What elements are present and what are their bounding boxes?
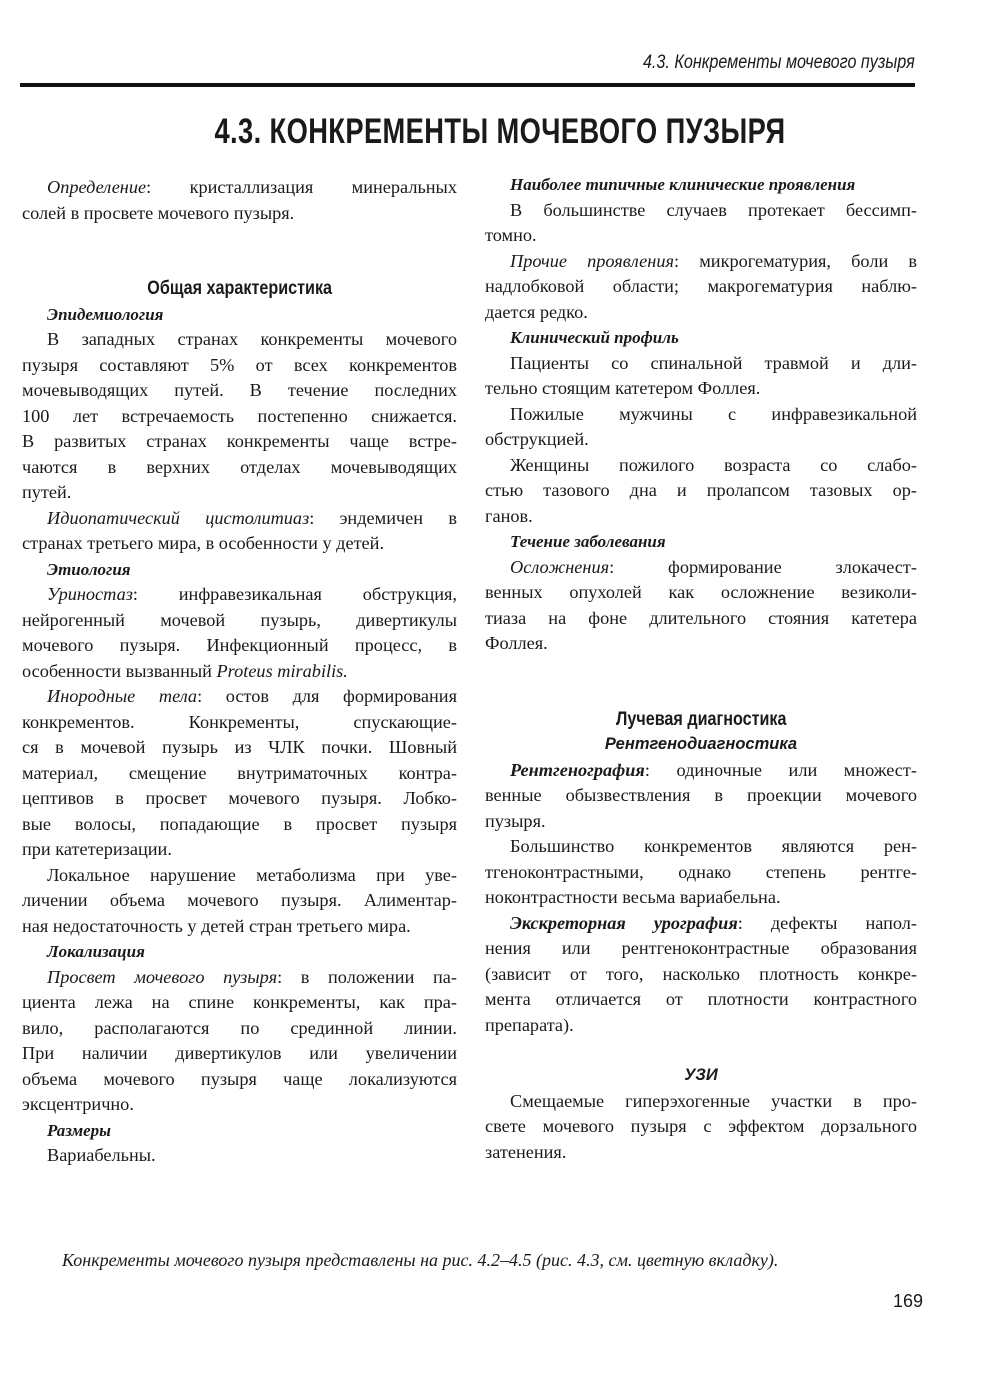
subsection-heading bbox=[22, 302, 457, 328]
text-line bbox=[22, 965, 457, 991]
term-label: Proteus mirabilis. bbox=[216, 660, 348, 681]
heading-text: Этиология bbox=[47, 559, 131, 579]
text-run: : дефекты напол- bbox=[737, 912, 917, 933]
text-line: мента отличается от плотности контрастного bbox=[485, 989, 917, 1009]
text-line: венные обызвествления в проекции мочевого bbox=[485, 785, 917, 805]
text-line: пузыря составляют 5% от всех конкрементов bbox=[22, 354, 457, 375]
page-title: 4.3. КОНКРЕМЕНТЫ МОЧЕВОГО ПУЗЫРЯ bbox=[214, 112, 786, 151]
text-line bbox=[485, 555, 917, 581]
text-line: эксцентрично. bbox=[22, 1094, 134, 1114]
subsection-heading bbox=[485, 325, 917, 351]
text-line: вые волосы, попадающие в просвет пузыря bbox=[22, 813, 457, 834]
heading-text: Размеры bbox=[47, 1120, 111, 1140]
paragraph bbox=[485, 758, 917, 835]
text-line: нейрогенный мочевой пузырь, дивертикулы bbox=[22, 609, 457, 630]
subsection-heading bbox=[485, 172, 917, 198]
text-line: Пациенты со спинальной травмой и дли- bbox=[510, 352, 917, 373]
paragraph bbox=[22, 965, 457, 1118]
running-header: 4.3. Конкременты мочевого пузыря bbox=[643, 52, 915, 73]
text-line: мочевого пузыря. Инфекционный процесс, в bbox=[22, 635, 457, 655]
term-label: Идиопатический цистолитиаз bbox=[47, 507, 310, 528]
text-line: солей в просвете мочевого пузыря. bbox=[22, 202, 295, 223]
text-run: : эндемичен в bbox=[309, 507, 457, 528]
paragraph bbox=[22, 1143, 457, 1169]
paragraph bbox=[485, 453, 917, 530]
text-run: : в положении па- bbox=[277, 966, 457, 987]
text-line: путей. bbox=[22, 482, 72, 502]
text-line: томно. bbox=[485, 225, 537, 245]
paragraph bbox=[22, 582, 457, 684]
paragraph bbox=[22, 175, 457, 226]
heading-text: Лучевая диагностика bbox=[615, 708, 787, 730]
paragraph bbox=[485, 834, 917, 911]
header-rule bbox=[20, 83, 915, 87]
heading-text: Эпидемиология bbox=[47, 304, 164, 324]
text-line: тгеноконтрастными, однако степень рентге- bbox=[485, 861, 917, 882]
text-line: препарата). bbox=[485, 1014, 574, 1035]
text-run: : инфравезикальная обструкция, bbox=[132, 584, 457, 604]
text-line: дается редко. bbox=[485, 301, 588, 322]
heading-text: УЗИ bbox=[684, 1066, 718, 1084]
text-line: Смещаемые гиперэхогенные участки в про- bbox=[510, 1090, 917, 1111]
text-run: : кристаллизация минеральных bbox=[146, 177, 457, 197]
text-line: 100 лет встречаемость постепенно снижается. bbox=[22, 405, 457, 426]
text-line: материал, смещение внутриматочных контра- bbox=[22, 762, 457, 783]
text-line: В развитых странах конкременты чаще встре- bbox=[22, 431, 457, 451]
heading-text: Наиболее типичные клинические проявления bbox=[510, 175, 856, 194]
text-line bbox=[22, 684, 457, 710]
heading-text: Рентгенодиагностика bbox=[604, 735, 798, 753]
paragraph bbox=[485, 402, 917, 453]
subsection-heading bbox=[22, 1118, 457, 1144]
text-line: мочевыводящих путей. В течение последних bbox=[22, 380, 457, 400]
text-line: ся в мочевой пузырь из ЧЛК почки. Шовный bbox=[22, 737, 457, 757]
page-number: 169 bbox=[893, 1291, 924, 1311]
text-line bbox=[22, 582, 457, 608]
text-line: обструкцией. bbox=[485, 429, 589, 449]
term-label: Экскреторная урография bbox=[510, 912, 738, 933]
term-label: Рентгенография bbox=[510, 759, 645, 780]
text-run: : формирование злокачест- bbox=[609, 556, 917, 577]
text-line: объема мочевого пузыря чаще локализуются bbox=[22, 1068, 457, 1089]
text-line: При наличии дивертикулов или увеличении bbox=[22, 1043, 457, 1063]
text-line: венных опухолей как осложнение везиколи- bbox=[485, 582, 917, 602]
text-line: нения или рентгеноконтрастные образования bbox=[485, 938, 917, 958]
text-line: затенения. bbox=[485, 1141, 567, 1162]
paragraph bbox=[22, 506, 457, 557]
text-line: В большинстве случаев протекает бессимп- bbox=[510, 199, 917, 220]
subsection-heading bbox=[22, 557, 457, 583]
text-line: чаются в верхних отделах мочевыводящих bbox=[22, 456, 457, 477]
section-heading bbox=[485, 1063, 917, 1089]
paragraph bbox=[22, 327, 457, 506]
text-run: : одиночные или множест- bbox=[644, 759, 917, 780]
text-line bbox=[485, 758, 917, 784]
text-line: ганов. bbox=[485, 505, 533, 526]
paragraph bbox=[485, 1089, 917, 1166]
text-run: особенности вызванный bbox=[22, 660, 217, 681]
term-label: Просвет мочевого пузыря bbox=[47, 966, 278, 987]
text-line: конкрементов. Конкременты, спускающие- bbox=[22, 711, 457, 732]
text-line: цептивов в просвет мочевого пузыря. Лобко- bbox=[22, 788, 457, 808]
heading-text: Локализация bbox=[47, 942, 145, 961]
section-heading bbox=[22, 276, 457, 302]
section-heading bbox=[485, 707, 917, 733]
text-line: пузыря. bbox=[485, 810, 546, 831]
text-line: Пожилые мужчины с инфравезикальной bbox=[510, 403, 917, 424]
text-line: тельно стоящим катетером Фоллея. bbox=[485, 378, 761, 398]
paragraph bbox=[485, 198, 917, 249]
text-line: Фоллея. bbox=[485, 633, 548, 653]
text-line: Локальное нарушение метаболизма при уве- bbox=[47, 864, 457, 885]
text-run: : остов для формирования bbox=[197, 686, 457, 706]
text-run: : микрогематурия, боли в bbox=[674, 250, 917, 271]
text-line: Женщины пожилого возраста со слабо- bbox=[510, 454, 917, 475]
text-line: циента лежа на спине конкременты, как пра- bbox=[22, 992, 457, 1012]
figure-reference-note: Конкременты мочевого пузыря представлены на рис. 4.2–4.5 (рис. 4.3, см. цветную вкладку). bbox=[62, 1250, 779, 1270]
heading-text: Клинический профиль bbox=[510, 328, 679, 347]
text-line: Большинство конкрементов являются рен- bbox=[510, 836, 917, 856]
section-heading bbox=[485, 732, 917, 758]
text-line bbox=[22, 506, 457, 532]
subsection-heading bbox=[485, 529, 917, 555]
left-column bbox=[22, 175, 457, 1169]
text-line: при катетеризации. bbox=[22, 839, 172, 859]
text-line: В западных странах конкременты мочевого bbox=[47, 329, 457, 349]
term-label: Инородные тела bbox=[47, 686, 198, 706]
text-line: надлобковой области; макрогематурия наблю- bbox=[485, 276, 917, 296]
heading-text: Общая характеристика bbox=[147, 278, 332, 299]
text-line: странах третьего мира, в особенности у детей. bbox=[22, 533, 385, 553]
heading-text: Течение заболевания bbox=[510, 532, 666, 551]
term-label: Уриностаз bbox=[47, 584, 133, 604]
text-line: свете мочевого пузыря с эффектом дорзального bbox=[485, 1116, 917, 1136]
term-label: Определение bbox=[47, 177, 147, 197]
text-line: (зависит от того, насколько плотность конкре- bbox=[485, 963, 917, 984]
text-line: Вариабельны. bbox=[47, 1145, 156, 1165]
term-label: Прочие проявления bbox=[510, 250, 674, 271]
text-line: ноконтрастности весьма вариабельна. bbox=[485, 887, 781, 907]
paragraph bbox=[485, 911, 917, 1039]
text-line bbox=[22, 175, 457, 201]
text-line bbox=[485, 911, 917, 937]
text-line bbox=[485, 249, 917, 275]
paragraph bbox=[22, 684, 457, 863]
paragraph bbox=[485, 351, 917, 402]
text-line: вило, располагаются по срединной линии. bbox=[22, 1017, 457, 1038]
text-line bbox=[22, 659, 457, 685]
text-line: ная недостаточность у детей стран третьего мира. bbox=[22, 915, 411, 936]
text-line: стью тазового дна и пролапсом тазовых ор- bbox=[485, 480, 917, 500]
term-label: Осложнения bbox=[510, 556, 610, 577]
paragraph bbox=[485, 249, 917, 326]
subsection-heading bbox=[22, 939, 457, 965]
paragraph bbox=[22, 863, 457, 940]
right-column bbox=[485, 172, 917, 1165]
text-line: тиаза на фоне длительного стояния катетера bbox=[485, 607, 917, 628]
text-line: личении объема мочевого пузыря. Алиментар- bbox=[22, 890, 457, 910]
paragraph bbox=[485, 555, 917, 657]
